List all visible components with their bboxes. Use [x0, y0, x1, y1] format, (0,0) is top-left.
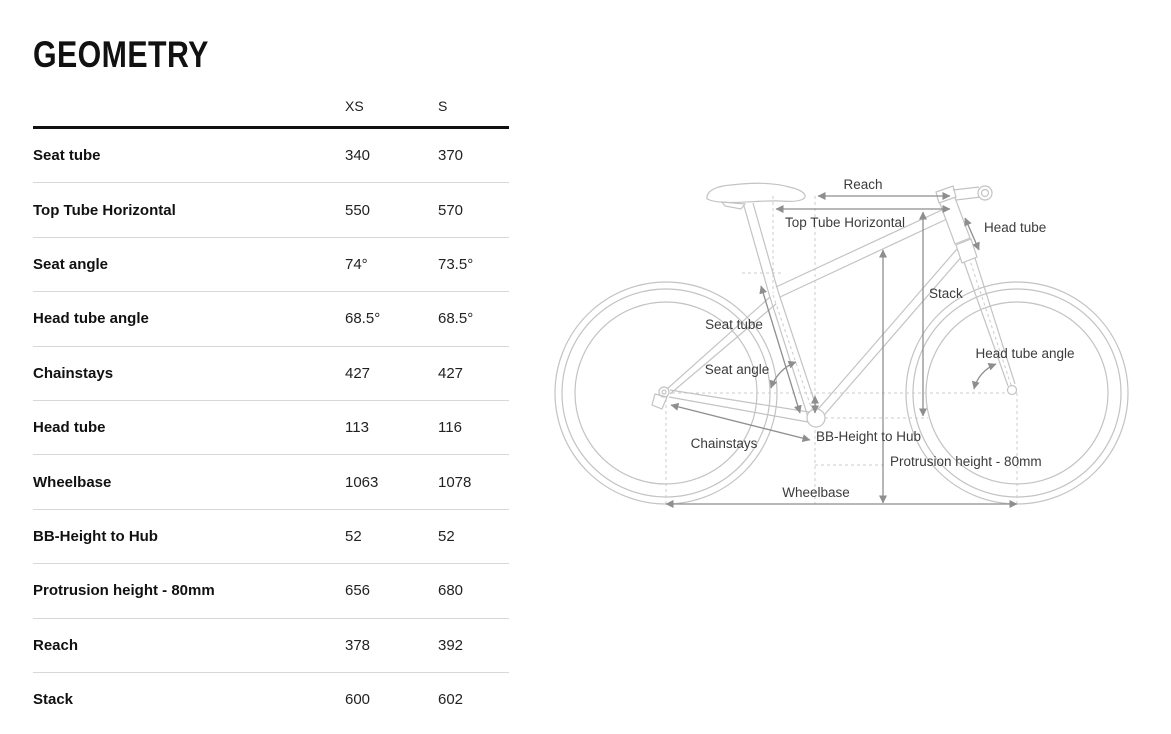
row-value-xs: 74° [345, 255, 368, 273]
saddle-rail [722, 202, 745, 209]
row-value-s: 680 [438, 582, 464, 600]
table-row [33, 455, 509, 509]
row-value-xs: 378 [345, 636, 371, 654]
row-value-s: 68.5° [438, 310, 474, 328]
row-value-s: 73.5° [438, 255, 474, 273]
table-row [33, 347, 509, 401]
reach-label: Reach [843, 177, 883, 192]
column-header-xs: XS [345, 98, 364, 114]
row-label: Head tube angle [33, 310, 149, 328]
row-value-xs: 52 [345, 527, 362, 545]
bike-diagram-svg [540, 150, 1171, 540]
row-label: Stack [33, 691, 74, 709]
rear-derailleur [652, 394, 667, 409]
table-header-row [33, 88, 509, 129]
table-row [33, 564, 509, 618]
table-row [33, 401, 509, 455]
row-value-xs: 550 [345, 201, 371, 219]
row-value-s: 602 [438, 691, 464, 709]
table-row [33, 183, 509, 237]
bb-height-to-hub-label: BB-Height to Hub [816, 429, 922, 444]
row-label: Protrusion height - 80mm [33, 582, 215, 600]
head-tube-angle-arc [974, 364, 996, 389]
head-tube-angle-label: Head tube angle [975, 346, 1075, 361]
row-label: Chainstays [33, 364, 114, 382]
row-value-s: 116 [438, 419, 462, 437]
row-value-xs: 600 [345, 691, 371, 709]
row-value-s: 392 [438, 636, 464, 654]
row-value-s: 570 [438, 201, 464, 219]
seat-tube-label: Seat tube [705, 317, 763, 332]
row-value-xs: 68.5° [345, 310, 381, 328]
stack-label: Stack [929, 286, 963, 301]
row-label: Wheelbase [33, 473, 112, 491]
top-tube-horizontal-label: Top Tube Horizontal [784, 215, 906, 230]
row-value-xs: 1063 [345, 473, 379, 491]
row-value-s: 370 [438, 147, 464, 165]
row-label: Seat tube [33, 147, 101, 165]
row-value-xs: 427 [345, 364, 371, 382]
saddle [707, 183, 805, 202]
column-header-s: S [438, 98, 448, 114]
row-label: Reach [33, 636, 79, 654]
seat-tube-arrow [761, 286, 800, 413]
row-label: Seat angle [33, 255, 109, 273]
row-value-xs: 113 [345, 419, 369, 437]
table-row [33, 673, 509, 726]
row-value-s: 1078 [438, 473, 472, 491]
row-label: BB-Height to Hub [33, 527, 158, 545]
row-label: Head tube [33, 419, 106, 437]
chainstays-label: Chainstays [690, 436, 758, 451]
geometry-table-body [33, 129, 509, 726]
row-label: Top Tube Horizontal [33, 201, 176, 219]
handlebar-clamp [978, 186, 992, 200]
table-row [33, 619, 509, 673]
row-value-s: 427 [438, 364, 464, 382]
front-dropout [1008, 386, 1017, 395]
geometry-table [33, 88, 509, 726]
table-row [33, 129, 509, 183]
row-value-xs: 340 [345, 147, 371, 165]
head-tube-label: Head tube [984, 220, 1047, 235]
bike-geometry-diagram [540, 150, 1171, 540]
wheelbase-label: Wheelbase [782, 485, 850, 500]
protrusion-height-label: Protrusion height - 80mm [890, 454, 1042, 469]
row-value-s: 52 [438, 527, 455, 545]
page-title: GEOMETRY [33, 34, 209, 75]
table-row [33, 238, 509, 292]
row-value-xs: 656 [345, 582, 371, 600]
table-row [33, 510, 509, 564]
seat-angle-label: Seat angle [704, 362, 770, 377]
bottom-bracket [807, 409, 825, 427]
table-row [33, 292, 509, 346]
